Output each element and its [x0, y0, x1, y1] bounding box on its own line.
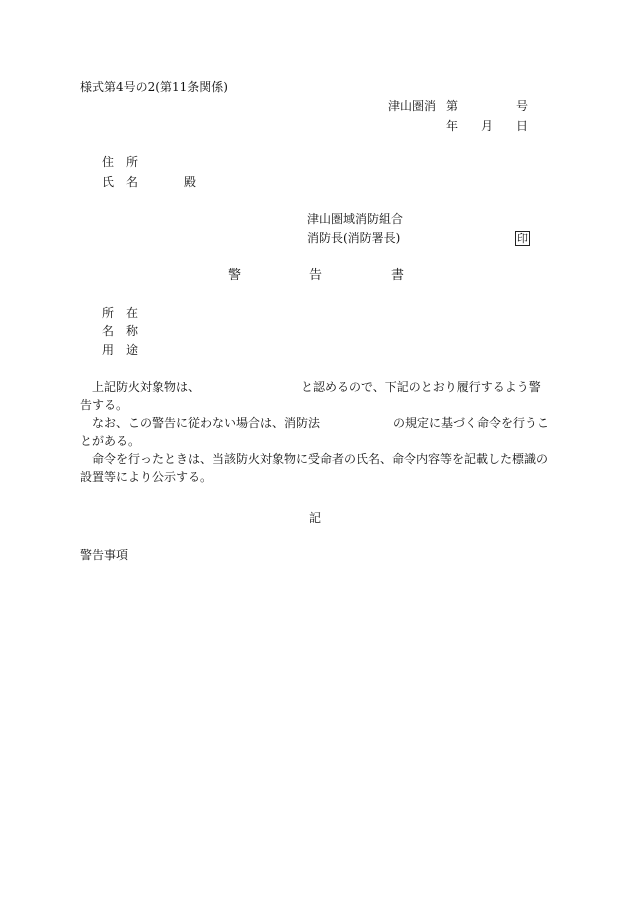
location-label: 所 在 — [102, 306, 139, 320]
office-prefix: 津山圏消 — [388, 99, 437, 113]
paragraph-2 — [80, 414, 552, 450]
date-month: 月 — [481, 119, 494, 133]
date-year: 年 — [446, 119, 459, 133]
name-label: 氏 名 — [102, 175, 139, 189]
note-label: 記 — [309, 511, 322, 525]
date-day: 日 — [516, 119, 529, 133]
title-char-2: 告 — [309, 268, 323, 283]
property-name-label: 名 称 — [102, 324, 139, 338]
seal-mark — [515, 229, 530, 247]
paragraph-1-start: 上記防火対象物は、 — [92, 380, 201, 394]
sender-org: 津山圏域消防組合 — [307, 212, 404, 226]
paragraph-2-end: の規定に基づく命令を行うことがある。 — [80, 416, 550, 448]
use-label: 用 途 — [102, 343, 139, 357]
title-char-3: 書 — [391, 268, 405, 283]
form-number: 様式第4号の2(第11条関係) — [80, 80, 228, 94]
number-prefix: 第 — [446, 99, 459, 113]
paragraph-2-start: なお、この警告に従わない場合は、消防法 — [92, 416, 321, 430]
paragraph-1 — [80, 378, 552, 414]
warning-items-label: 警告事項 — [80, 548, 129, 562]
address-label: 住 所 — [102, 155, 139, 169]
body-text — [80, 378, 552, 486]
sender-title: 消防長(消防署長) — [307, 231, 401, 245]
number-suffix: 号 — [516, 99, 529, 113]
seal-stamp: 印 — [517, 232, 528, 245]
paragraph-3: 命令を行ったときは、当該防火対象物に受命者の氏名、命令内容等を記載した標識の設置等により公示する。 — [80, 452, 549, 484]
paragraph-1-end: と認めるので、下記のとおり履行するよう警告する。 — [80, 380, 541, 412]
honorific: 殿 — [184, 175, 197, 189]
title-char-1: 警 — [228, 268, 242, 283]
